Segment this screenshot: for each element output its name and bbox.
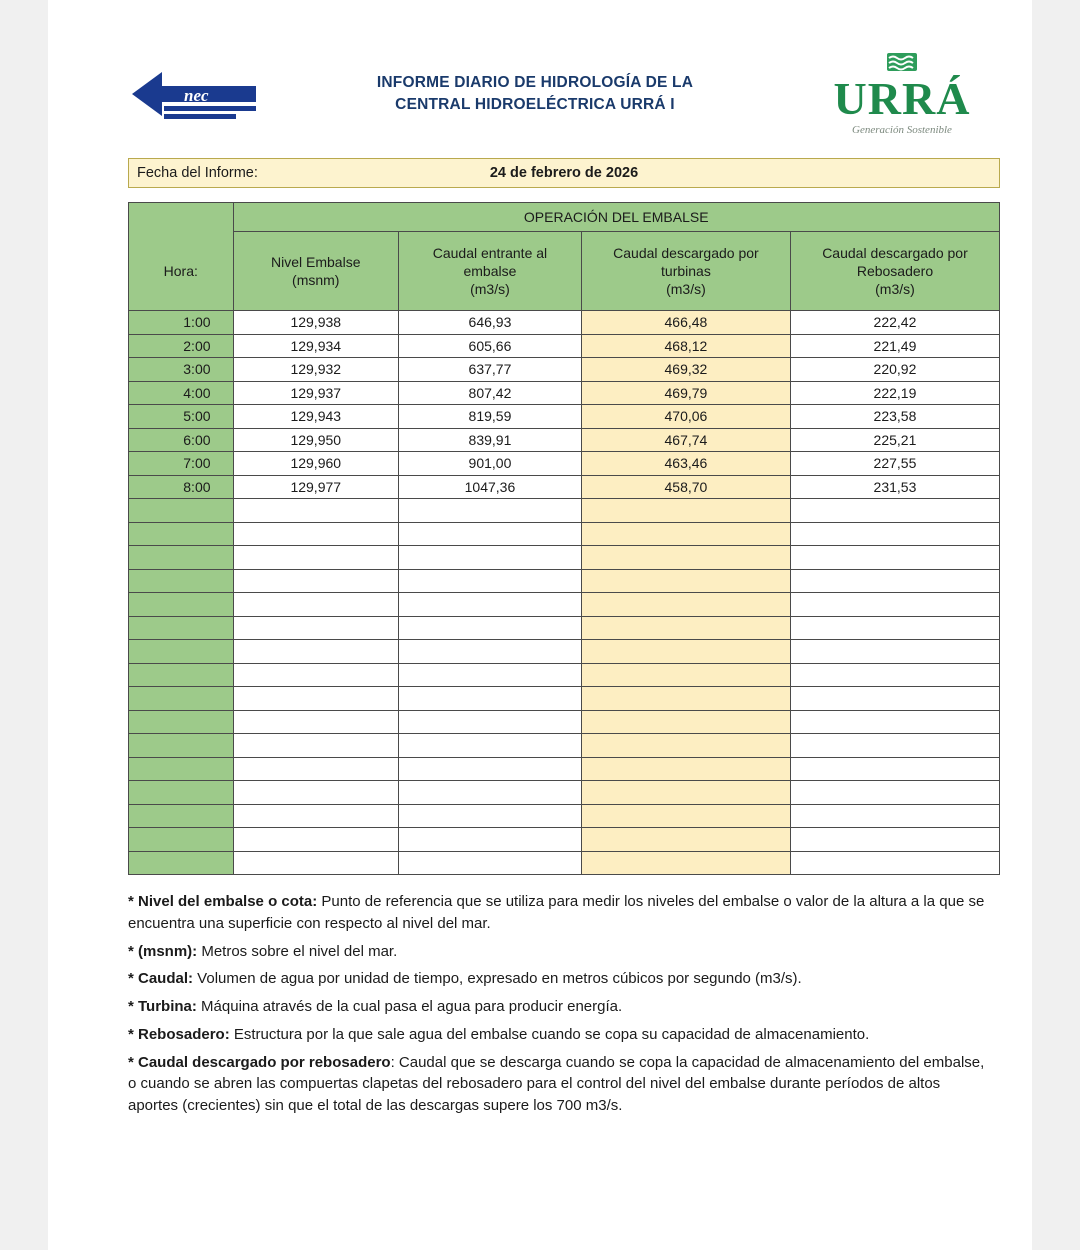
footnote	[128, 1024, 992, 1046]
col-header-nivel-l2: (msnm)	[292, 272, 340, 288]
cell-caudal-turbinas	[581, 757, 790, 781]
table-row	[129, 546, 1000, 570]
cell-caudal-entrante	[399, 522, 582, 546]
cell-caudal-turbinas	[581, 687, 790, 711]
operation-table-wrap	[128, 202, 1000, 875]
footnote-text: Estructura por la que sale agua del embalse cuando se copa su capacidad de almacenamiento.	[229, 1025, 870, 1043]
cell-caudal-turbinas	[581, 851, 790, 875]
cell-caudal-turbinas	[581, 710, 790, 734]
cell-nivel-embalse	[233, 616, 398, 640]
cell-caudal-rebosadero: 231,53	[790, 475, 999, 499]
cell-nivel-embalse	[233, 663, 398, 687]
cell-hora	[129, 616, 234, 640]
footnote-text: Punto de referencia que se utiliza para medir los niveles del embalse o valor de la altura a la que se encuentra una superficie con respecto al nivel del mar.	[128, 893, 985, 932]
cell-nivel-embalse: 129,977	[233, 475, 398, 499]
cell-nivel-embalse: 129,950	[233, 428, 398, 452]
cell-caudal-turbinas: 467,74	[581, 428, 790, 452]
table-row	[129, 593, 1000, 617]
footnote-term: * Nivel del embalse o cota:	[128, 893, 318, 910]
cell-caudal-rebosadero	[790, 593, 999, 617]
col-header-entrante-l1: Caudal entrante al	[432, 244, 548, 261]
urra-wordmark: URRÁ	[833, 73, 971, 124]
footnote-text: : Caudal que se descarga cuando se copa la capacidad de almacenamiento del embalse, o cuando se abren las compuertas clapetas del rebosadero para el control del nivel del embalse durante períodos de altos aportes (crecientes) sin que el total de las descargas supere los 700 m3/s.	[128, 1053, 985, 1114]
report-date-bar	[128, 158, 1000, 188]
col-header-turbinas-l1: Caudal descargado por	[613, 244, 759, 261]
footnotes	[128, 891, 992, 1117]
table-row	[129, 757, 1000, 781]
cell-caudal-turbinas: 458,70	[581, 475, 790, 499]
cell-nivel-embalse	[233, 687, 398, 711]
col-header-rebosadero-l1: Caudal descargado por	[822, 244, 968, 261]
table-row	[129, 311, 1000, 335]
cell-caudal-rebosadero	[790, 569, 999, 593]
cell-caudal-turbinas	[581, 781, 790, 805]
cell-hora: 5:00	[129, 405, 234, 429]
cell-caudal-rebosadero	[790, 546, 999, 570]
cell-caudal-entrante	[399, 851, 582, 875]
cell-caudal-rebosadero	[790, 663, 999, 687]
col-header-entrante-l3: (m3/s)	[470, 281, 510, 298]
cell-caudal-rebosadero	[790, 710, 999, 734]
table-row	[129, 710, 1000, 734]
table-row	[129, 781, 1000, 805]
cell-nivel-embalse	[233, 546, 398, 570]
cell-caudal-turbinas: 463,46	[581, 452, 790, 476]
table-row	[129, 687, 1000, 711]
table-band-row	[129, 203, 1000, 232]
cell-hora	[129, 499, 234, 523]
cell-caudal-rebosadero: 225,21	[790, 428, 999, 452]
col-header-turbinas-l3: (m3/s)	[666, 281, 706, 298]
cell-caudal-rebosadero: 227,55	[790, 452, 999, 476]
cell-caudal-rebosadero: 222,19	[790, 381, 999, 405]
cell-caudal-rebosadero	[790, 522, 999, 546]
col-header-rebosadero	[790, 232, 999, 311]
cell-hora: 1:00	[129, 311, 234, 335]
footnote	[128, 1052, 992, 1117]
footnote	[128, 996, 992, 1018]
cell-nivel-embalse: 129,960	[233, 452, 398, 476]
cell-caudal-turbinas	[581, 734, 790, 758]
table-row	[129, 522, 1000, 546]
cell-caudal-entrante	[399, 757, 582, 781]
cell-caudal-rebosadero	[790, 616, 999, 640]
cell-hora	[129, 569, 234, 593]
page-title-line2: CENTRAL HIDROELÉCTRICA URRÁ I	[395, 96, 675, 113]
cell-caudal-entrante	[399, 640, 582, 664]
cell-nivel-embalse	[233, 710, 398, 734]
cell-hora: 4:00	[129, 381, 234, 405]
cell-nivel-embalse: 129,937	[233, 381, 398, 405]
cell-hora	[129, 522, 234, 546]
inec-logo-graphic	[128, 64, 268, 124]
operation-table	[128, 202, 1000, 875]
col-header-rebosadero-l2: Rebosadero	[856, 262, 934, 279]
cell-caudal-entrante	[399, 663, 582, 687]
col-header-rebosadero-l3: (m3/s)	[875, 281, 915, 298]
cell-caudal-entrante	[399, 781, 582, 805]
cell-caudal-turbinas	[581, 640, 790, 664]
cell-caudal-rebosadero: 221,49	[790, 334, 999, 358]
cell-caudal-rebosadero	[790, 734, 999, 758]
footnote-term: * (msnm):	[128, 942, 198, 960]
cell-hora	[129, 593, 234, 617]
footnote-term: * Caudal descargado por rebosadero	[128, 1053, 391, 1071]
table-row	[129, 358, 1000, 382]
operation-table-body	[129, 311, 1000, 875]
cell-nivel-embalse	[233, 522, 398, 546]
cell-caudal-rebosadero: 222,42	[790, 311, 999, 335]
urra-logo	[802, 52, 1002, 136]
cell-caudal-turbinas	[581, 593, 790, 617]
cell-caudal-entrante	[399, 710, 582, 734]
cell-caudal-entrante: 646,93	[399, 311, 582, 335]
col-header-turbinas-l2: turbinas	[661, 262, 711, 279]
urra-wave-icon-graphic	[885, 52, 919, 74]
col-header-entrante-l2: embalse	[463, 262, 517, 279]
cell-hora	[129, 781, 234, 805]
cell-caudal-rebosadero	[790, 828, 999, 852]
cell-hora: 7:00	[129, 452, 234, 476]
cell-caudal-rebosadero	[790, 640, 999, 664]
footnote-text: Máquina através de la cual pasa el agua para producir energía.	[196, 998, 623, 1015]
col-header-turbinas	[581, 232, 790, 311]
page-title	[278, 72, 802, 117]
table-row	[129, 452, 1000, 476]
table-row	[129, 569, 1000, 593]
cell-caudal-rebosadero	[790, 687, 999, 711]
urra-wave-icon	[885, 52, 919, 74]
cell-nivel-embalse: 129,938	[233, 311, 398, 335]
cell-caudal-turbinas	[581, 828, 790, 852]
table-row	[129, 381, 1000, 405]
cell-hora: 3:00	[129, 358, 234, 382]
cell-hora	[129, 828, 234, 852]
table-row	[129, 499, 1000, 523]
cell-nivel-embalse	[233, 499, 398, 523]
cell-hora	[129, 804, 234, 828]
cell-caudal-entrante: 605,66	[399, 334, 582, 358]
cell-hora	[129, 710, 234, 734]
cell-caudal-turbinas	[581, 804, 790, 828]
cell-hora	[129, 687, 234, 711]
cell-nivel-embalse	[233, 804, 398, 828]
cell-caudal-entrante	[399, 687, 582, 711]
urra-tagline: Generación Sostenible	[852, 124, 952, 136]
cell-caudal-turbinas: 470,06	[581, 405, 790, 429]
cell-hora: 6:00	[129, 428, 234, 452]
page-title-line1: INFORME DIARIO DE HIDROLOGÍA DE LA	[376, 73, 694, 91]
cell-nivel-embalse: 129,934	[233, 334, 398, 358]
cell-caudal-turbinas: 469,79	[581, 381, 790, 405]
cell-caudal-entrante: 819,59	[399, 405, 582, 429]
cell-caudal-rebosadero: 220,92	[790, 358, 999, 382]
cell-caudal-turbinas	[581, 569, 790, 593]
cell-caudal-rebosadero	[790, 781, 999, 805]
col-header-nivel-l1: Nivel Embalse	[271, 253, 361, 270]
table-row	[129, 334, 1000, 358]
footnote	[128, 941, 992, 963]
footnote-term: * Caudal:	[128, 970, 194, 988]
cell-caudal-entrante: 839,91	[399, 428, 582, 452]
footnote-term: * Rebosadero:	[128, 1025, 230, 1043]
cell-nivel-embalse	[233, 593, 398, 617]
cell-caudal-rebosadero	[790, 804, 999, 828]
cell-caudal-entrante	[399, 593, 582, 617]
table-row	[129, 475, 1000, 499]
cell-caudal-rebosadero	[790, 499, 999, 523]
cell-hora: 8:00	[129, 475, 234, 499]
cell-hora	[129, 640, 234, 664]
cell-caudal-entrante	[399, 734, 582, 758]
report-date-value: 24 de febrero de 2026	[489, 165, 639, 181]
cell-nivel-embalse: 129,943	[233, 405, 398, 429]
report-date-label: Fecha del Informe:	[137, 165, 258, 181]
cell-nivel-embalse	[233, 569, 398, 593]
report-header	[48, 0, 1032, 150]
cell-caudal-turbinas: 466,48	[581, 311, 790, 335]
footnote-text: Metros sobre el nivel del mar.	[197, 942, 398, 960]
table-band-title: OPERACIÓN DEL EMBALSE	[233, 203, 999, 232]
table-row	[129, 804, 1000, 828]
col-header-nivel	[233, 232, 398, 311]
cell-caudal-turbinas	[581, 499, 790, 523]
cell-nivel-embalse	[233, 734, 398, 758]
footnote-term: * Turbina:	[128, 998, 197, 1015]
cell-nivel-embalse: 129,932	[233, 358, 398, 382]
cell-caudal-turbinas	[581, 546, 790, 570]
cell-hora	[129, 851, 234, 875]
cell-caudal-entrante: 807,42	[399, 381, 582, 405]
table-row	[129, 428, 1000, 452]
table-row	[129, 405, 1000, 429]
cell-hora	[129, 546, 234, 570]
cell-nivel-embalse	[233, 828, 398, 852]
cell-caudal-entrante	[399, 499, 582, 523]
col-header-hora: Hora:	[129, 232, 234, 311]
cell-nivel-embalse	[233, 757, 398, 781]
footnote	[128, 968, 992, 990]
table-header-row	[129, 232, 1000, 311]
cell-caudal-turbinas	[581, 616, 790, 640]
cell-caudal-entrante: 637,77	[399, 358, 582, 382]
report-sheet	[48, 0, 1032, 1250]
cell-caudal-entrante: 901,00	[399, 452, 582, 476]
cell-caudal-entrante	[399, 828, 582, 852]
cell-caudal-rebosadero	[790, 851, 999, 875]
cell-caudal-turbinas: 469,32	[581, 358, 790, 382]
cell-hora: 2:00	[129, 334, 234, 358]
cell-caudal-turbinas: 468,12	[581, 334, 790, 358]
table-row	[129, 663, 1000, 687]
table-row	[129, 851, 1000, 875]
table-row	[129, 734, 1000, 758]
cell-hora	[129, 734, 234, 758]
footnote-text: Volumen de agua por unidad de tiempo, expresado en metros cúbicos por segundo (m3/s).	[193, 970, 802, 988]
table-corner-cell	[129, 203, 234, 232]
cell-nivel-embalse	[233, 781, 398, 805]
col-header-entrante	[399, 232, 582, 311]
inec-logo	[128, 64, 278, 124]
cell-hora	[129, 757, 234, 781]
cell-caudal-entrante	[399, 616, 582, 640]
table-row	[129, 616, 1000, 640]
svg-text:nec: nec	[184, 86, 209, 105]
cell-caudal-rebosadero: 223,58	[790, 405, 999, 429]
cell-hora	[129, 663, 234, 687]
cell-caudal-entrante	[399, 569, 582, 593]
cell-caudal-turbinas	[581, 663, 790, 687]
operation-table-head	[129, 203, 1000, 311]
cell-caudal-turbinas	[581, 522, 790, 546]
footnote	[128, 891, 992, 935]
table-row	[129, 828, 1000, 852]
cell-caudal-entrante: 1047,36	[399, 475, 582, 499]
table-row	[129, 640, 1000, 664]
cell-caudal-entrante	[399, 804, 582, 828]
cell-caudal-entrante	[399, 546, 582, 570]
cell-nivel-embalse	[233, 851, 398, 875]
cell-nivel-embalse	[233, 640, 398, 664]
cell-caudal-rebosadero	[790, 757, 999, 781]
